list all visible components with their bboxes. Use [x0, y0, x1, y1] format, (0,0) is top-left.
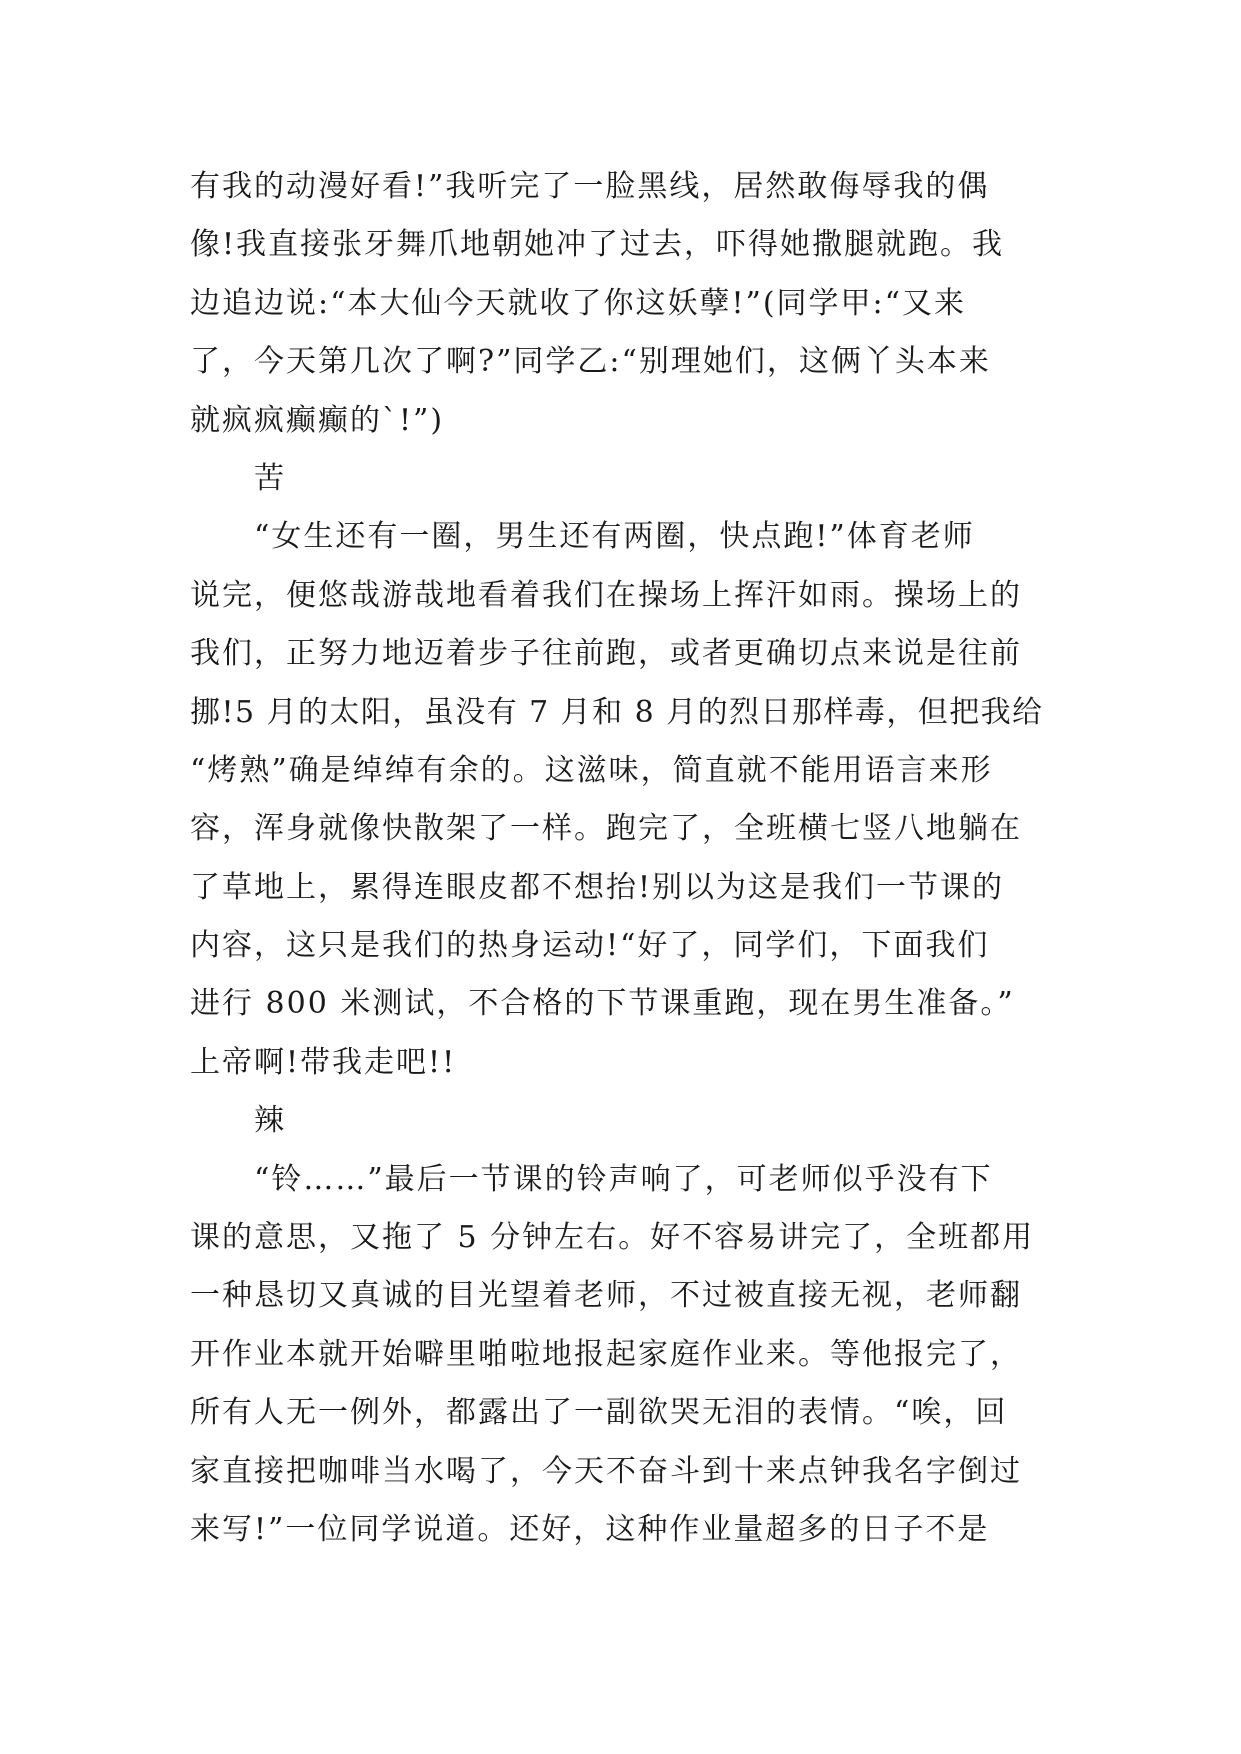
text-line: 说完，便悠哉游哉地看着我们在操场上挥汗如雨。操场上的 [190, 577, 1022, 613]
text-line: 苦 [254, 460, 286, 496]
text-line: 边追边说:“本大仙今天就收了你这妖孽!”(同学甲:“又来 [190, 285, 966, 321]
text-line: 来写!”一位同学说道。还好，这种作业量超多的日子不是 [190, 1511, 990, 1547]
text-line: 容，浑身就像快散架了一样。跑完了，全班横七竖八地躺在 [190, 811, 1022, 847]
text-line: 了草地上，累得连眼皮都不想抬!别以为这是我们一节课的 [190, 869, 1005, 905]
text-line: 了，今天第几次了啊?”同学乙:“别理她们，这俩丫头本来 [190, 344, 991, 380]
text-line: 家直接把咖啡当水喝了，今天不奋斗到十来点钟我名字倒过 [190, 1453, 1022, 1489]
text-line: 课的意思，又拖了 5 分钟左右。好不容易讲完了，全班都用 [190, 1220, 1035, 1256]
text-line: 我们，正努力地迈着步子往前跑，或者更确切点来说是往前 [190, 636, 1022, 672]
text-line: 挪!5 月的太阳，虽没有 7 月和 8 月的烈日那样毒，但把我给 [190, 694, 1044, 730]
text-line: 辣 [254, 1103, 286, 1139]
document-body [190, 158, 1050, 1559]
text-line: 所有人无一例外，都露出了一副欲哭无泪的表情。“唉，回 [190, 1395, 1008, 1431]
text-line: 上帝啊!带我走吧!! [190, 1044, 457, 1080]
text-line: 像!我直接张牙舞爪地朝她冲了过去，吓得她撒腿就跑。我 [190, 227, 1005, 263]
text-line: 有我的动漫好看!”我听完了一脸黑线，居然敢侮辱我的偶 [190, 169, 990, 204]
text-line: 进行 800 米测试，不合格的下节课重跑，现在男生准备。” [190, 986, 1015, 1022]
text-line: 就疯疯癫癫的`!”) [190, 402, 445, 438]
text-line: “烤熟”确是绰绰有余的。这滋味，简直就不能用语言来形 [190, 752, 993, 788]
text-line: 内容，这只是我们的热身运动!“好了，同学们，下面我们 [190, 928, 990, 964]
text-line: 一种恳切又真诚的目光望着老师，不过被直接无视，老师翻 [190, 1278, 1022, 1314]
text-line: “铃……”最后一节课的铃声响了，可老师似乎没有下 [254, 1161, 993, 1197]
text-line: 开作业本就开始噼里啪啦地报起家庭作业来。等他报完了， [190, 1336, 1022, 1372]
text-line: “女生还有一圈，男生还有两圈，快点跑!”体育老师 [254, 519, 975, 555]
